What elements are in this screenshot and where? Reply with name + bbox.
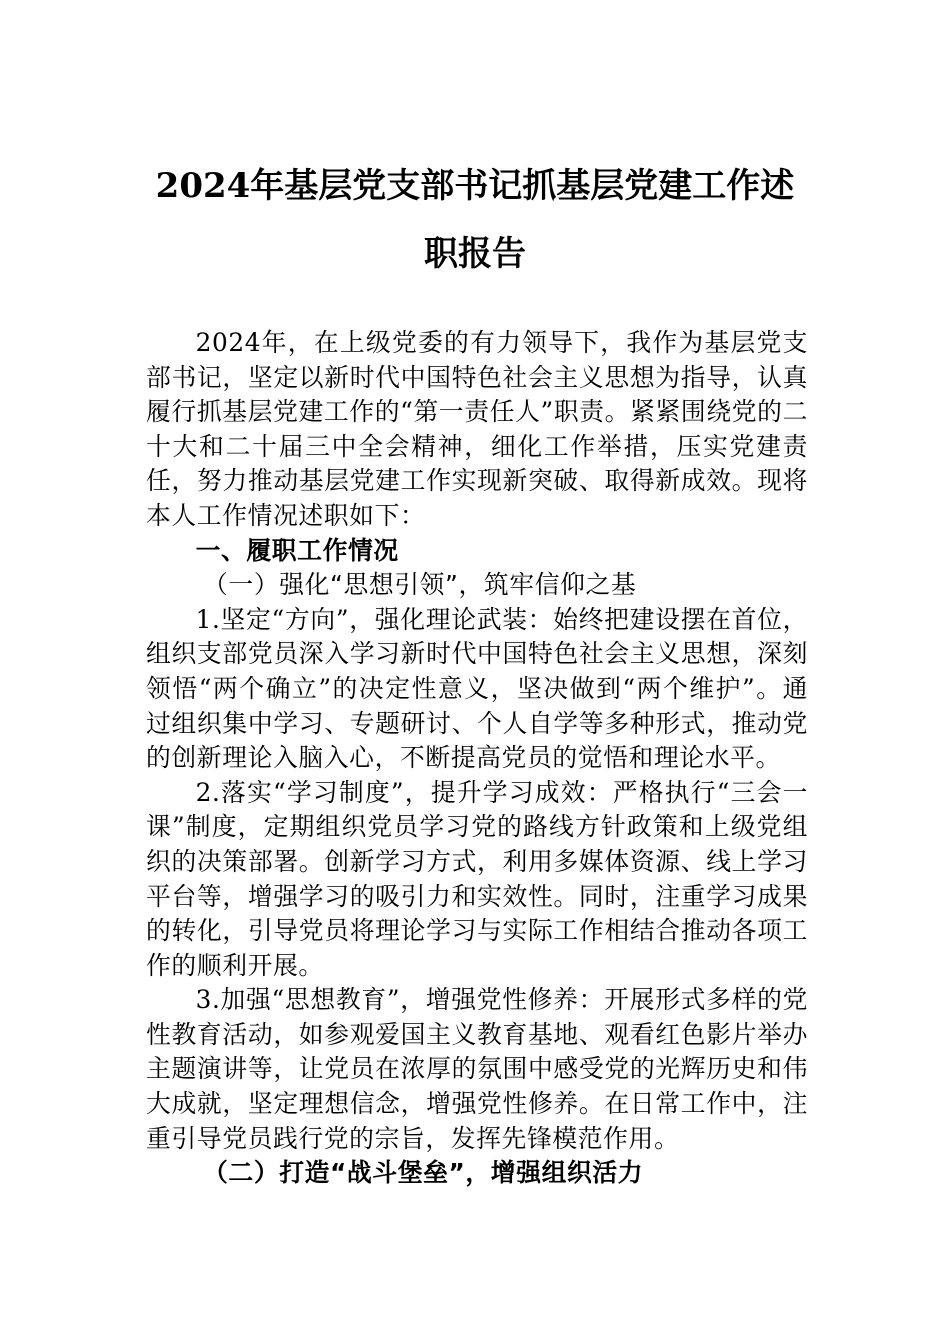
subsection-heading: （二）打造“战斗堡垒”，增强组织活力 (203, 1158, 644, 1188)
body-paragraph: 1.坚定“方向”，强化理论武装：始终把建设摆在首位，组织支部党员深入学习新时代中国特色社会主义思想，深刻领悟“两个确立”的决定性意义，坚决做到“两个维护”。通过组织集中学习、专题研讨、个人自学等多种形式，推动党的创新理论入脑入心，不断提高党员的觉悟和理论水平。 (146, 604, 808, 773)
section-heading: 一、履职工作情况 (195, 535, 399, 565)
document-body (146, 326, 808, 1191)
subsection-heading: （一）强化“思想引领”，筑牢信仰之基 (203, 570, 637, 600)
document-title-line-2: 职报告 (424, 234, 526, 274)
document-title-line-1: 2024年基层党支部书记抓基层党建工作述 (155, 166, 795, 206)
intro-paragraph: 2024年，在上级党委的有力领导下，我作为基层党支部书记，坚定以新时代中国特色社会主义思想为指导，认真履行抓基层党建工作的“第一责任人”职责。紧紧围绕党的二十大和二十届三中全会精神，细化工作举措，压实党建责任，努力推动基层党建工作实现新突破、取得新成效。现将本人工作情况述职如下： (146, 328, 808, 530)
body-paragraph: 3.加强“思想教育”，增强党性修养：开展形式多样的党性教育活动，如参观爱国主义教育基地、观看红色影片举办主题演讲等，让党员在浓厚的氛围中感受党的光辉历史和伟大成就，坚定理想信念，增强党性修养。在日常工作中，注重引导党员践行党的宗旨，发挥先锋模范作用。 (146, 985, 808, 1153)
body-paragraph: 2.落实“学习制度”，提升学习成效：严格执行“三会一课”制度，定期组织党员学习党的路线方针政策和上级党组织的决策部署。创新学习方式，利用多媒体资源、线上学习平台等，增强学习的吸引力和实效性。同时，注重学习成果的转化，引导党员将理论学习与实际工作相结合推动各项工作的顺利开展。 (146, 777, 808, 980)
